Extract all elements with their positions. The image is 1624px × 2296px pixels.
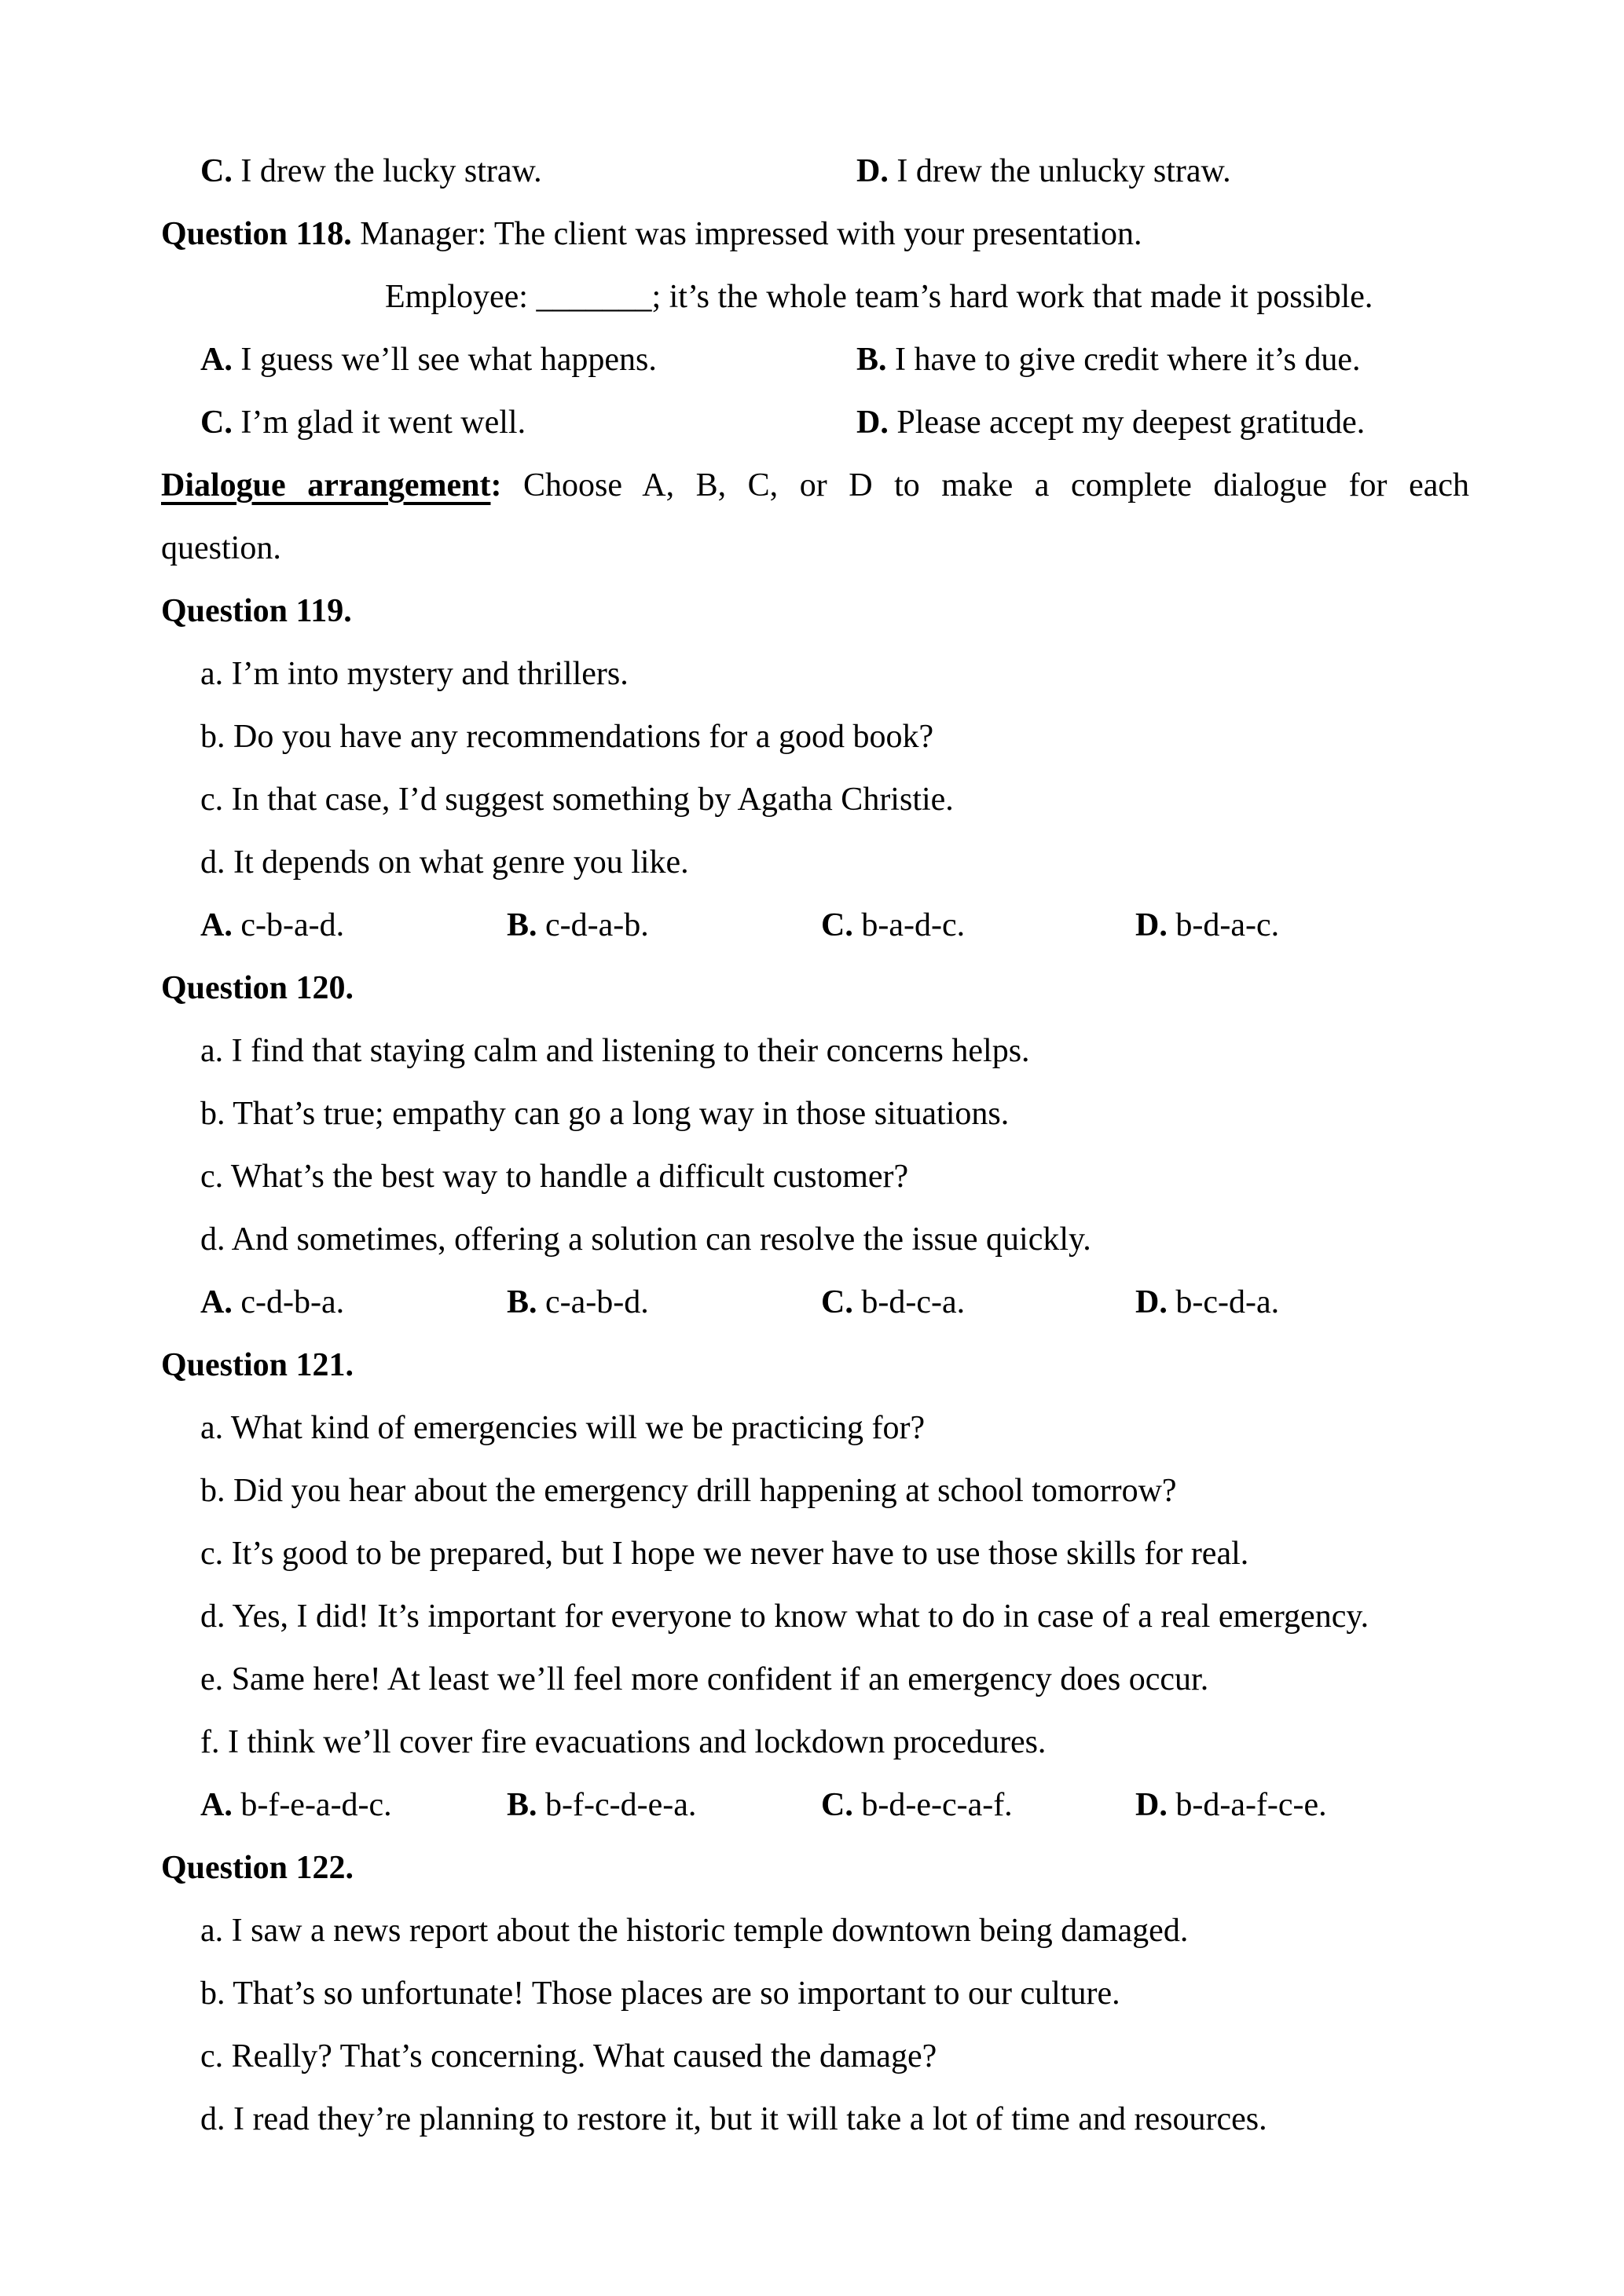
section-heading: Dialogue arrangement — [161, 467, 491, 504]
option-text: I drew the unlucky straw. — [896, 153, 1231, 189]
option-text: b-d-e-c-a-f. — [861, 1787, 1013, 1823]
option-label: A. — [200, 1787, 233, 1823]
option-text: b-d-a-f-c-e. — [1175, 1787, 1327, 1823]
option-label: A. — [200, 1284, 233, 1320]
option-text: b-d-c-a. — [861, 1284, 966, 1320]
answer-option — [856, 140, 1231, 203]
section-heading-colon: : — [490, 467, 502, 504]
option-text: I guess we’ll see what happens. — [240, 342, 657, 378]
answer-option — [200, 894, 507, 957]
dialogue-item: d. Yes, I did! It’s important for everyone to know what to do in case of a real emergency. — [200, 1598, 1369, 1635]
question-employee-line: Employee: _______; it’s the whole team’s hard work that made it possible. — [385, 279, 1373, 315]
question-title: Question 118. — [161, 216, 352, 252]
prev-question-options-row — [161, 140, 1469, 203]
dialogue-item: b. Did you hear about the emergency drill happening at school tomorrow? — [200, 1473, 1177, 1509]
question-title: Question 120. — [161, 970, 354, 1006]
dialogue-item: c. In that case, I’d suggest something by Agatha Christie. — [200, 782, 954, 818]
option-label: B. — [507, 1284, 537, 1320]
answer-option — [821, 1774, 1135, 1836]
dialogue-item: a. I saw a news report about the historic temple downtown being damaged. — [200, 1913, 1189, 1949]
option-text: c-d-a-b. — [545, 907, 649, 943]
option-text: c-a-b-d. — [545, 1284, 649, 1320]
option-label: C. — [821, 907, 853, 943]
document-content — [161, 140, 1469, 2151]
option-text: I drew the lucky straw. — [240, 153, 542, 189]
option-label: A. — [200, 342, 233, 378]
option-text: b-f-e-a-d-c. — [240, 1787, 392, 1823]
question-121-options-row — [161, 1774, 1469, 1836]
option-label: C. — [821, 1284, 853, 1320]
option-text: b-d-a-c. — [1175, 907, 1280, 943]
option-label: C. — [200, 405, 233, 441]
dialogue-item: b. Do you have any recommendations for a good book? — [200, 719, 934, 755]
option-text: b-f-c-d-e-a. — [545, 1787, 697, 1823]
option-label: C. — [200, 153, 233, 189]
option-label: D. — [1135, 1787, 1168, 1823]
dialogue-item: c. Really? That’s concerning. What caused the damage? — [200, 2038, 937, 2074]
option-text: I have to give credit where it’s due. — [895, 342, 1361, 378]
answer-option — [856, 328, 1360, 391]
dialogue-item: d. It depends on what genre you like. — [200, 844, 689, 881]
dialogue-item: c. What’s the best way to handle a difficult customer? — [200, 1159, 909, 1195]
answer-option — [856, 391, 1365, 454]
option-label: D. — [1135, 1284, 1168, 1320]
question-122-title — [161, 1836, 1469, 1899]
question-118-options-row-2 — [161, 391, 1469, 454]
option-text: Please accept my deepest gratitude. — [896, 405, 1366, 441]
option-label: B. — [856, 342, 887, 378]
answer-option — [200, 1271, 507, 1334]
option-label: A. — [200, 907, 233, 943]
question-118-title-line — [161, 203, 1469, 265]
option-text: c-b-a-d. — [240, 907, 345, 943]
answer-option — [821, 1271, 1135, 1334]
dialogue-item: d. And sometimes, offering a solution can resolve the issue quickly. — [200, 1221, 1091, 1258]
dialogue-item: c. It’s good to be prepared, but I hope we never have to use those skills for real. — [200, 1536, 1249, 1572]
answer-option — [200, 328, 856, 391]
answer-option — [1135, 894, 1469, 957]
option-label: D. — [1135, 907, 1168, 943]
option-label: D. — [856, 405, 889, 441]
answer-option — [507, 1774, 821, 1836]
dialogue-item: e. Same here! At least we’ll feel more confident if an emergency does occur. — [200, 1661, 1209, 1697]
option-text: I’m glad it went well. — [240, 405, 526, 441]
answer-option — [200, 1774, 507, 1836]
option-text: b-a-d-c. — [861, 907, 966, 943]
dialogue-item: b. That’s true; empathy can go a long way in those situations. — [200, 1096, 1010, 1132]
question-manager-line: Manager: The client was impressed with your presentation. — [360, 216, 1142, 252]
answer-option — [821, 894, 1135, 957]
question-119-options-row — [161, 894, 1469, 957]
question-120-title — [161, 957, 1469, 1020]
question-121-title — [161, 1334, 1469, 1397]
option-label: D. — [856, 153, 889, 189]
question-120-options-row — [161, 1271, 1469, 1334]
dialogue-item: a. I find that staying calm and listening to their concerns helps. — [200, 1033, 1030, 1069]
question-118-options-row-1 — [161, 328, 1469, 391]
question-title: Question 119. — [161, 593, 352, 629]
answer-option — [200, 140, 856, 203]
section-heading-line — [161, 454, 1469, 517]
section-instruction: Choose A, B, C, or D to make a complete dialogue for each — [523, 467, 1470, 504]
answer-option — [507, 894, 821, 957]
answer-option — [1135, 1774, 1469, 1836]
option-label: B. — [507, 907, 537, 943]
option-label: C. — [821, 1787, 853, 1823]
dialogue-item: b. That’s so unfortunate! Those places are so important to our culture. — [200, 1976, 1120, 2012]
dialogue-item: f. I think we’ll cover fire evacuations and lockdown procedures. — [200, 1724, 1047, 1760]
question-119-title — [161, 580, 1469, 643]
question-title: Question 121. — [161, 1347, 354, 1383]
option-label: B. — [507, 1787, 537, 1823]
option-text: c-d-b-a. — [240, 1284, 345, 1320]
section-instruction-continued: question. — [161, 530, 281, 566]
question-title: Question 122. — [161, 1850, 354, 1886]
dialogue-item: d. I read they’re planning to restore it, but it will take a lot of time and resources. — [200, 2101, 1267, 2137]
answer-option — [200, 391, 856, 454]
dialogue-item: a. What kind of emergencies will we be practicing for? — [200, 1410, 926, 1446]
answer-option — [1135, 1271, 1469, 1334]
option-text: b-c-d-a. — [1175, 1284, 1280, 1320]
dialogue-item: a. I’m into mystery and thrillers. — [200, 656, 629, 692]
answer-option — [507, 1271, 821, 1334]
